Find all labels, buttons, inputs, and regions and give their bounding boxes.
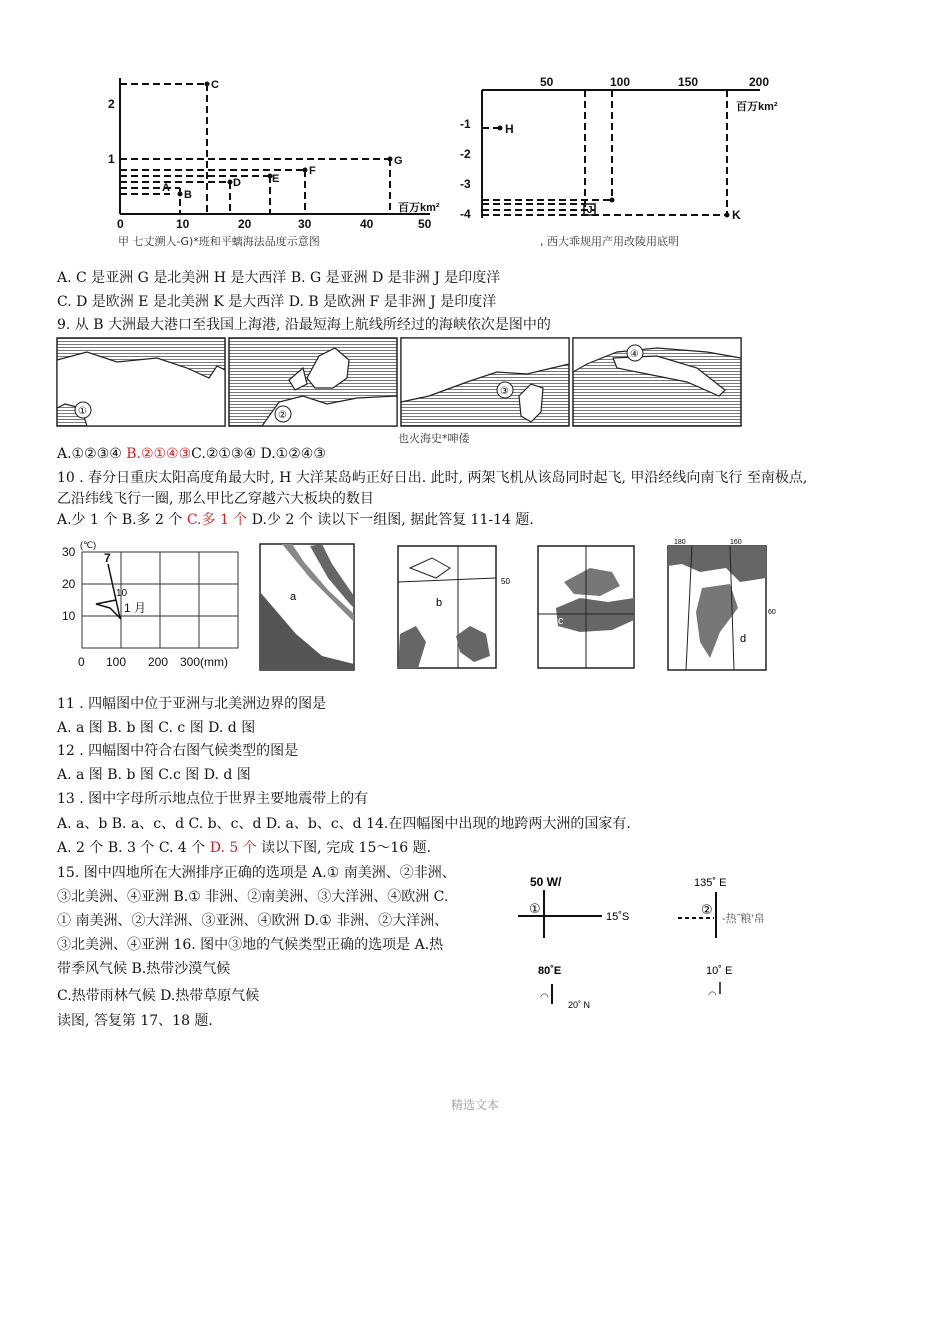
climate-point-label: 10 [116, 588, 128, 599]
right-depth-chart [482, 90, 760, 218]
q15-line3: ① 南美洲、②大洋洲、③亚洲、④欧洲 D.① 非洲、②大洋洲、 [57, 913, 449, 929]
loc1-longitude: 50 W/ [530, 875, 562, 889]
climate-x-tick: 100 [106, 655, 127, 669]
q12-stem: 12 . 四幅图中符合右图气候类型的图是 [57, 743, 299, 759]
point-label-e: E [272, 173, 280, 185]
loc4-marker: ◠ [708, 990, 717, 1001]
left-x-tick: 10 [176, 217, 190, 231]
loc3-latitude: 20˚ N [568, 1000, 591, 1010]
point-label-h: H [505, 122, 514, 136]
q8-options-line1: A. C 是亚洲 G 是北美洲 H 是大西洋 B. G 是亚洲 D 是非洲 J 是印度洋 [57, 270, 501, 286]
strait-label-1: ① [78, 406, 87, 417]
figure-climate-and-maps [60, 538, 790, 674]
point-label-c: C [211, 79, 219, 91]
q10-stem-line2: 乙沿纬线飞行一圈, 那么甲比乙穿越六大板块的数目 [57, 491, 374, 507]
q9-answer-b: B.②①④③ [126, 446, 192, 462]
climate-y-tick: 10 [62, 609, 76, 623]
page-footer: 精选文本 [450, 1098, 499, 1112]
map-d-tick: 60 [768, 609, 776, 616]
figure-strait-maps [57, 338, 741, 428]
strait-map-4 [573, 338, 741, 426]
left-y-tick: 2 [108, 97, 115, 111]
right-y-tick: -2 [460, 147, 471, 161]
map-b-tick: 50 [501, 577, 510, 586]
left-x-tick: 30 [298, 217, 312, 231]
strait-label-2: ② [278, 410, 287, 421]
strait-map-1 [57, 338, 225, 426]
map-d-tick: 180 [674, 539, 686, 546]
loc4-longitude: 10˚ E [706, 965, 733, 977]
strait-label-4: ④ [630, 349, 639, 360]
q8-options-line2: C. D 是欧洲 E 是北美洲 K 是大西洋 D. B 是欧洲 F 是非洲 J 是印度洋 [57, 294, 497, 310]
figure-caption-left: 甲 七丈溯人-G)*班和平螭海法品度示意图 [118, 235, 320, 248]
map-b [398, 546, 510, 668]
q13-options-q14-stem: A. a、b B. a、c、d C. b、c、d D. a、b、c、d 14.在四幅图中出现的地跨两大洲的国家有. [57, 816, 631, 832]
climate-y-unit: (℃) [80, 540, 97, 550]
point-label-g: G [394, 155, 403, 167]
left-x-tick: 0 [117, 217, 124, 231]
q16-options: C.热带雨林气候 D.热带草原气候 [57, 988, 260, 1004]
loc3-longitude: 80˚E [538, 965, 562, 977]
loc2-marker: ② [701, 902, 713, 917]
right-x-tick: 200 [749, 75, 770, 89]
q14-answer-d: D. 5 个 [209, 840, 257, 856]
q14-options: A. 2 个 B. 3 个 C. 4 个 D. 5 个 读以下图, 完成 15〜16 题. [57, 840, 432, 856]
map-a [260, 544, 354, 670]
climate-y-tick: 20 [62, 577, 76, 591]
loc1-marker: ① [529, 901, 541, 916]
left-x-tick: 40 [360, 217, 374, 231]
map-label-d: d [740, 633, 747, 645]
right-x-tick: 50 [540, 75, 554, 89]
q15-line4: ③北美洲、④亚洲 16. 图中③地的气候类型正确的选项是 A.热 [57, 937, 444, 953]
q17-intro: 读图, 答复第 17、18 题. [57, 1013, 213, 1029]
q9-stem: 9. 从 B 大洲最大港口至我国上海港, 沿最短海上航线所经过的海峡依次是图中的 [57, 317, 551, 333]
map-c [538, 546, 634, 668]
climate-x-tick: 300(mm) [180, 655, 229, 669]
right-x-tick: 150 [678, 75, 699, 89]
point-label-d: D [233, 177, 241, 189]
map-label-b: b [436, 597, 443, 609]
point-label-b: B [184, 189, 192, 201]
map-d-tick: 160 [730, 539, 742, 546]
q15-line2: ③北美洲、④亚洲 B.① 非洲、②南美洲、③大洋洲、④欧洲 C. [57, 889, 449, 905]
q15-line5: 带季风气候 B.热带沙漠气候 [57, 961, 231, 977]
left-x-tick: 20 [238, 217, 252, 231]
q10-stem-line1: 10 . 春分日重庆太阳高度角最大时, H 大洋某岛屿正好日出. 此时, 两架飞机从该岛同时起飞, 甲沿经线向南飞行 至南极点, [57, 470, 808, 486]
q11-options: A. a 图 B. b 图 C. c 图 D. d 图 [57, 720, 256, 736]
map-label-a: a [290, 591, 297, 603]
map-d [668, 539, 776, 670]
strait-map-2 [229, 338, 397, 426]
figure-ocean-continent-charts [100, 70, 820, 250]
map-label-c: c [558, 615, 564, 627]
climate-point-label: 1 月 [124, 601, 147, 615]
right-x-tick: 100 [610, 75, 631, 89]
strait-label-3: ③ [500, 386, 509, 397]
loc2-latitude: -热˝粮’帛 [722, 913, 765, 925]
q9-figure-caption: 也火海史*呻倭 [398, 432, 470, 445]
loc2-longitude: 135˚ E [694, 877, 727, 889]
point-label-a: A [162, 182, 170, 194]
strait-map-3 [401, 338, 569, 426]
climate-x-tick: 0 [78, 655, 85, 669]
climate-chart [62, 540, 238, 669]
q9-options: A.①②③④ B.②①④③C.②①③④ D.①②④③ [57, 446, 326, 462]
left-axis-unit: 百万km² [398, 202, 440, 214]
right-y-tick: -1 [460, 117, 471, 131]
figure-location-grids [510, 872, 800, 1010]
q15-line1: 15. 图中四地所在大洲排序正确的选项是 A.① 南美洲、②非洲、 [57, 865, 456, 881]
figure-caption-right: , 西大乖规用产用改陵用底明 [540, 235, 679, 248]
right-y-tick: -4 [460, 207, 471, 221]
q12-options: A. a 图 B. b 图 C.c 图 D. d 图 [57, 767, 251, 783]
q10-answer-c: C.多 1 个 [186, 512, 248, 528]
climate-point-label: 7 [104, 551, 111, 565]
point-label-j: J [587, 205, 593, 216]
left-x-tick: 50 [418, 217, 432, 231]
loc1-latitude-text: 15˚S [606, 911, 630, 923]
point-label-f: F [309, 165, 316, 177]
right-axis-unit: 百万km² [736, 101, 778, 113]
right-y-tick: -3 [460, 177, 471, 191]
q13-stem: 13 . 图中字母所示地点位于世界主要地震带上的有 [57, 791, 369, 807]
climate-x-tick: 200 [148, 655, 169, 669]
q10-options: A.少 1 个 B.多 2 个 C.多 1 个 D.少 2 个 读以下一组图, 据此答复 11-14 题. [57, 512, 534, 528]
loc3-marker: ◠ [540, 992, 549, 1003]
q11-stem: 11 . 四幅图中位于亚洲与北美洲边界的图是 [57, 696, 327, 712]
point-label-k: K [732, 208, 741, 222]
climate-y-tick: 30 [62, 545, 76, 559]
left-y-tick: 1 [108, 152, 115, 166]
